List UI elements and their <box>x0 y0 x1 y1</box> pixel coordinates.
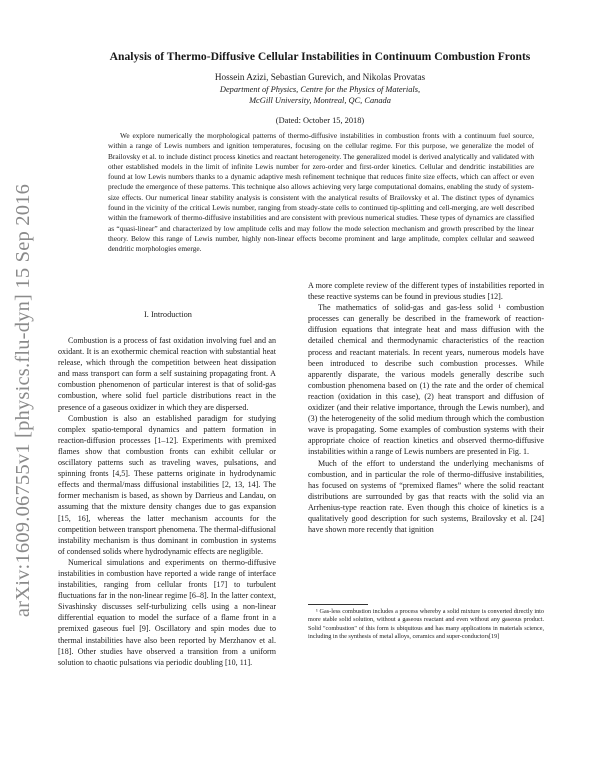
section-heading-introduction: I. Introduction <box>144 310 192 319</box>
footnote <box>308 608 544 642</box>
abstract <box>108 131 534 255</box>
arxiv-identifier-stamp <box>2 183 46 617</box>
paragraph: Combustion is a process of fast oxidation involving fuel and an oxidant. It is an exothermic chemical reaction with substantial heat release, which through the competition between heat dissipation and mass transport can form a self sustaining propagating front. A combustion phenomenon of particular interest is that of solid-gas combustion, where solid fuel particle distributions react in the presence of a gaseous oxidizer in which they are dispersed. <box>58 336 276 412</box>
author-list: Hossein Azizi, Sebastian Gurevich, and Nikolas Provatas <box>214 72 426 82</box>
paragraph: Much of the effort to understand the underlying mechanisms of combustion, and in particular the role of thermo-diffusive instabilities, has focused on systems of “premixed flames” where the solid reactant distributions are surrounded by gas that reacts with the solid via an Arrhenius-type reaction rate. Even though this choice of kinetics is a qualitatively good description for such systems, Brailovsky et al. [24] have shown more recently that ignition <box>308 458 544 535</box>
paragraph: Combustion is also an established paradigm for studying complex spatio-temporal dynamics and pattern formation in reaction-diffusion processes [1–12]. Experiments with premixed flames show that combustion fronts can exhibit cellular or oscillatory patterns such as traveling waves, pulsations, and spinning fronts [4,5]. These patterns originate in hydrodynamic effects and thermal/mass diffusional instabilities [2, 13, 14]. The former mechanism is based, as shown by Darrieus and Landau, on assuming that the mixture density changes due to gas expansion [15, 16], whereas the latter mechanism accounts for the competition between transport phenomena. The thermal-diffusional instability mechanism is thus dominant in combustion in systems of condensed solids where hydrodynamic effects are negligible. <box>58 413 276 556</box>
abstract-text: We explore numerically the morphological patterns of thermo-diffusive instabilities in combustion fronts with a continuum fuel source, within a range of Lewis numbers and ignition temperatures, focusing on the cellular regime. For this purpose, we generalize the model of Brailovsky et al. to include distinct process kinetics and reactant heterogeneity. The generalized model is derived analytically and validated with other established models in the limit of infinite Lewis number for zero-order and first-order kinetics. Cellular and dendritic instabilities are found at low Lewis numbers thanks to a dynamic adaptive mesh refinement technique that reduces finite size effects, which can affect or even preclude the emergence of these patterns. This technique also allows achieving very large computational domains, enabling the study of system-size effects. Our numerical linear stability analysis is consistent with the analytical results of Brailovsky et al. The distinct types of dynamics found in the vicinity of the critical Lewis number, ranging from steady-state cells to continued tip-splitting and cell-merging, are well described within the framework of thermo-diffusive instabilities and are consistent with previous numerical studies. These types of dynamics are classified as “quasi-linear” and characterized by low amplitude cells and may follow the mode selection mechanism and growth prescribed by the linear theory. Below this range of Lewis number, highly non-linear effects become prominent and large amplitude, complex cellular and seaweed dendritic morphologies emerge. <box>108 131 534 254</box>
paper-title: Analysis of Thermo-Diffusive Cellular Instabilities in Continuum Combustion Fronts <box>109 50 531 63</box>
left-column <box>58 335 276 668</box>
paragraph: The mathematics of solid-gas and gas-less solid ¹ combustion processes can generally be described in the framework of reaction-diffusion equations that integrate heat and mass diffusion with the detailed chemical and thermodynamic characteristics of the reaction process and reactant materials. In recent years, numerous models have been introduced to describe such combustion processes. While apparently disparate, the various models generally describe such combustion phenomena based on (1) the rate and the order of chemical reaction (oxidation in this case), (2) heat transport and diffusion of oxidizer (and their relative importance, through the Lewis number), and (3) the heterogeneity of the solid medium through which the combustion wave is propagating. Some examples of combustion systems with their appropriate choice of reaction kinetics and observed thermo-diffusive instabilities within a range of Lewis numbers are presented in Fig. 1. <box>308 303 544 457</box>
footnote-text: ¹ Gas-less combustion includes a process whereby a solid mixture is converted directly into more stable solid solution, without a gaseous reactant and even without any gaseous product. Solid "combustion" of this form is ubiquitous and has many applications in materials science, including in the synthesis of metal alloys, ceramics and super-conductors[19] <box>308 608 544 641</box>
affiliation <box>60 84 580 106</box>
affiliation-line-1: Department of Physics, Centre for the Physics of Materials, <box>219 85 421 94</box>
footnote-divider <box>308 604 368 605</box>
right-column <box>308 280 544 535</box>
paragraph: Numerical simulations and experiments on thermo-diffusive instabilities in combustion have reported a wide range of interface instabilities, ranging from cellular fronts [17] to turbulent fluctuations far in the non-linear regime [6–8]. In the latter context, Sivashinsky discusses self-turbulizing cells using a non-linear differential equation to model the surface of a flame front in a premixed gaseous fuel [9]. Oscillatory and spin modes due to thermal instabilities have also been reported by Merzhanov et al. [18]. Other studies have observed a transition from a uniform solution to chaotic pulsations via periodic doubling [10, 11]. <box>58 557 276 667</box>
paragraph: A more complete review of the different types of instabilities reported in these reactive systems can be found in previous studies [12]. <box>308 281 544 302</box>
affiliation-line-2: McGill University, Montreal, QC, Canada <box>249 96 391 105</box>
arxiv-identifier: arXiv:1609.06755v1 [physics.flu-dyn] 15 Sep 2016 <box>12 183 35 617</box>
date-line: (Dated: October 15, 2018) <box>275 116 365 125</box>
